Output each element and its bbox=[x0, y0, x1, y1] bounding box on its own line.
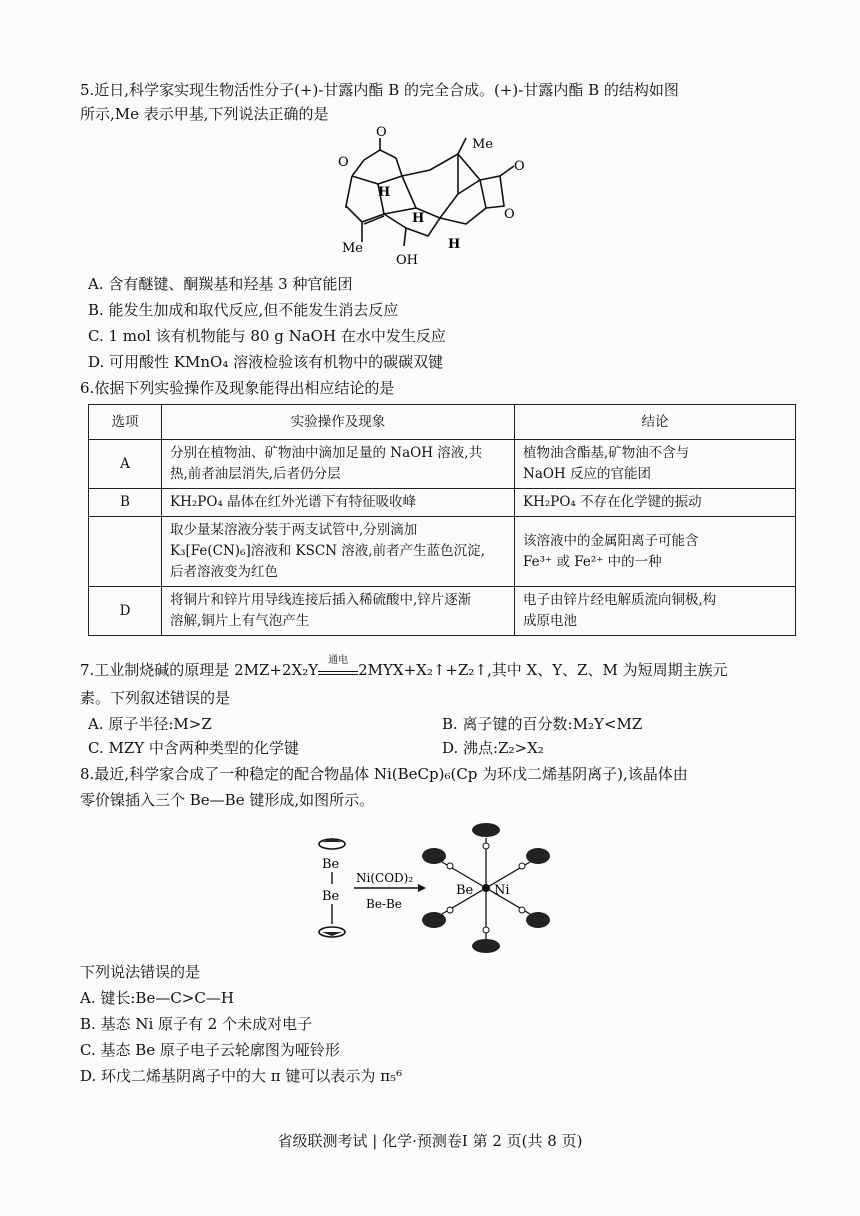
row-conclusion-line: 成原电池 bbox=[523, 613, 577, 629]
row-operation bbox=[162, 587, 515, 636]
row-conclusion bbox=[515, 440, 796, 489]
q5-h3: H bbox=[448, 237, 461, 252]
q8-be-bottom: Be bbox=[322, 889, 340, 904]
q5-oh: OH bbox=[396, 253, 418, 268]
q6-stem: 6.依据下列实验操作及现象能得出相应结论的是 bbox=[80, 379, 395, 397]
q6-table bbox=[88, 404, 796, 636]
row-key: B bbox=[89, 489, 162, 517]
row-operation-line: 溶解,铜片上有气泡产生 bbox=[170, 613, 310, 629]
q8-reagent: Ni(COD)₂ bbox=[356, 871, 414, 885]
q5-stem-line1: 5.近日,科学家实现生物活性分子(+)-甘露内酯 B 的完全合成。(+)-甘露内酯 B 的结构如图 bbox=[80, 81, 679, 99]
header-operation: 实验操作及现象 bbox=[162, 405, 515, 440]
table-row bbox=[89, 587, 796, 636]
row-conclusion-line: 植物油含酯基,矿物油不含与 bbox=[523, 445, 690, 461]
q5-me-top: Me bbox=[472, 137, 494, 152]
q5-o4: O bbox=[504, 207, 515, 222]
row-operation-line: KH₂PO₄ 晶体在红外光谱下有特征吸收峰 bbox=[170, 494, 417, 510]
row-key: A bbox=[89, 440, 162, 489]
row-conclusion bbox=[515, 517, 796, 587]
q8-reaction-diagram bbox=[310, 816, 560, 956]
q7-stem-pre: 7.工业制烧碱的原理是 2MZ+2X₂Y bbox=[80, 661, 319, 679]
row-operation bbox=[162, 489, 515, 517]
row-conclusion-line: 该溶液中的金属阳离子可能含 bbox=[523, 532, 699, 549]
q5-me-left: Me bbox=[342, 241, 364, 256]
q5-option-b: B. 能发生加成和取代反应,但不能发生消去反应 bbox=[88, 301, 399, 319]
q8-be-product: Be bbox=[456, 883, 474, 898]
row-conclusion-line: 电子由锌片经电解质流向铜极,构 bbox=[523, 592, 717, 608]
row-conclusion-line: NaOH 反应的官能团 bbox=[523, 466, 651, 482]
q8-sub-stem: 下列说法错误的是 bbox=[80, 963, 201, 981]
q8-ni-product: Ni bbox=[494, 883, 510, 898]
q5-o2: O bbox=[338, 155, 349, 170]
q7-option-b: B. 离子键的百分数:M₂Y<MZ bbox=[442, 715, 643, 733]
page-footer: 省级联测考试 | 化学·预测卷Ⅰ 第 2 页(共 8 页) bbox=[277, 1132, 583, 1150]
q5-o1: O bbox=[376, 125, 387, 140]
row-operation-line: 将铜片和锌片用导线连接后插入稀硫酸中,锌片逐渐 bbox=[170, 592, 472, 608]
q7-option-c: C. MZY 中含两种类型的化学键 bbox=[88, 739, 299, 757]
row-operation bbox=[162, 440, 515, 489]
header-option: 选项 bbox=[89, 405, 162, 440]
q8-option-b: B. 基态 Ni 原子有 2 个未成对电子 bbox=[80, 1015, 313, 1033]
row-operation-line: 热,前者油层消失,后者仍分层 bbox=[170, 466, 341, 482]
q7-reaction-arrow bbox=[318, 655, 358, 675]
q5-o3: O bbox=[514, 159, 525, 174]
q7-option-a: A. 原子半径:M>Z bbox=[88, 715, 212, 733]
q5-option-c: C. 1 mol 该有机物能与 80 g NaOH 在水中发生反应 bbox=[88, 327, 446, 345]
row-operation-line: 后者溶液变为红色 bbox=[170, 564, 278, 580]
q7-stem-line1 bbox=[80, 655, 728, 680]
q8-stem-line1: 8.最近,科学家合成了一种稳定的配合物晶体 Ni(BeCp)₆(Cp 为环戊二烯基阴离子),该晶体由 bbox=[80, 765, 688, 783]
row-key bbox=[89, 517, 162, 587]
q8-sub-label: Be-Be bbox=[366, 897, 402, 911]
row-conclusion-line: KH₂PO₄ 不存在化学键的振动 bbox=[523, 494, 702, 510]
q5-option-a: A. 含有醚键、酮羰基和羟基 3 种官能团 bbox=[88, 275, 353, 293]
q8-option-a: A. 键长:Be—C>C—H bbox=[80, 989, 234, 1007]
row-conclusion-line: Fe³⁺ 或 Fe²⁺ 中的一种 bbox=[523, 553, 662, 570]
q5-stem-line2: 所示,Me 表示甲基,下列说法正确的是 bbox=[80, 105, 329, 123]
row-operation-line: 取少量某溶液分装于两支试管中,分别滴加 bbox=[170, 522, 418, 538]
q5-molecule-structure bbox=[320, 124, 540, 274]
q8-stem-line2: 零价镍插入三个 Be—Be 键形成,如图所示。 bbox=[80, 791, 375, 809]
row-key: D bbox=[89, 587, 162, 636]
q5-h2: H bbox=[412, 211, 425, 226]
table-row bbox=[89, 440, 796, 489]
q7-option-d: D. 沸点:Z₂>X₂ bbox=[442, 739, 544, 757]
q7-arrow-label: 通电 bbox=[328, 655, 349, 666]
q8-option-c: C. 基态 Be 原子电子云轮廓图为哑铃形 bbox=[80, 1041, 340, 1059]
q5-option-d: D. 可用酸性 KMnO₄ 溶液检验该有机物中的碳碳双键 bbox=[88, 353, 444, 371]
row-operation-line: K₃[Fe(CN)₆]溶液和 KSCN 溶液,前者产生蓝色沉淀, bbox=[170, 543, 485, 559]
q7-double-line bbox=[318, 671, 358, 675]
header-conclusion: 结论 bbox=[515, 405, 796, 440]
row-operation bbox=[162, 517, 515, 587]
q6-table-header bbox=[89, 405, 796, 440]
table-row bbox=[89, 517, 796, 587]
table-row bbox=[89, 489, 796, 517]
q8-option-d: D. 环戊二烯基阴离子中的大 π 键可以表示为 π₅⁶ bbox=[80, 1067, 403, 1085]
q5-h1: H bbox=[378, 185, 391, 200]
q8-be-top: Be bbox=[322, 857, 340, 872]
row-operation-line: 分别在植物油、矿物油中滴加足量的 NaOH 溶液,共 bbox=[170, 445, 483, 461]
q7-stem-post: 2MYX+X₂↑+Z₂↑,其中 X、Y、Z、M 为短周期主族元 bbox=[358, 661, 728, 679]
row-conclusion bbox=[515, 489, 796, 517]
row-conclusion bbox=[515, 587, 796, 636]
q7-stem-line2: 素。下列叙述错误的是 bbox=[80, 689, 231, 707]
